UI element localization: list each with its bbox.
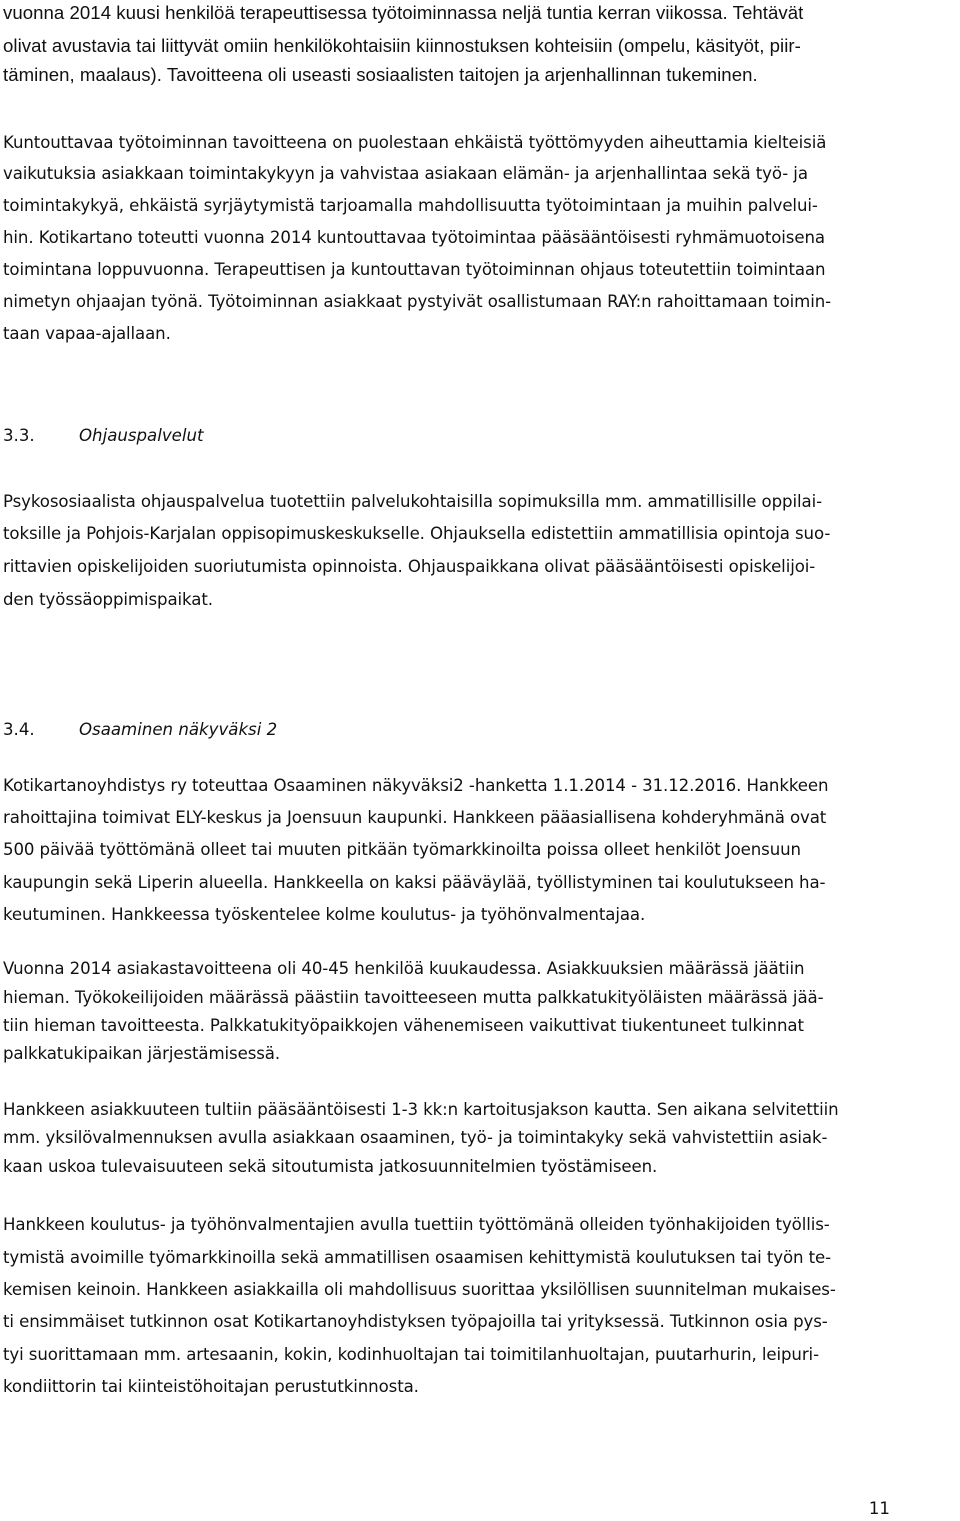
text-line: taan vapaa-ajallaan.	[3, 324, 171, 343]
text-line: Hankkeen koulutus- ja työhönvalmentajien avulla tuettiin työttömänä olleiden työnhakijoiden työllis-	[3, 1215, 830, 1234]
text-line: tiin hieman tavoitteesta. Palkkatukityöpaikkojen vähenemiseen vaikuttivat tiukentuneet tulkinnat	[3, 1016, 804, 1035]
section-heading-3-3	[3, 424, 204, 448]
text-line: den työssäoppimispaikat.	[3, 590, 213, 609]
section-number: 3.3.	[3, 426, 35, 445]
text-line: keutuminen. Hankkeessa työskentelee kolme koulutus- ja työhönvalmentajaa.	[3, 905, 646, 924]
page-number: 11	[868, 1499, 890, 1518]
text-line: nimetyn ohjaajan työnä. Työtoiminnan asiakkaat pystyivät osallistumaan RAY:n rahoittamaan toimin-	[3, 292, 832, 311]
text-line: Kuntouttavaa työtoiminnan tavoitteena on puolestaan ehkäistä työttömyyden aiheuttamia kielteisiä	[3, 133, 827, 152]
section-title: Osaaminen näkyväksi 2	[79, 720, 278, 739]
text-line: kaupungin sekä Liperin alueella. Hankkeella on kaksi pääväylää, työllistyminen tai koulutukseen ha-	[3, 873, 826, 892]
text-line: toksille ja Pohjois-Karjalan oppisopimuskeskukselle. Ohjauksella edistettiin ammatillisia opintoja suo-	[3, 524, 831, 543]
text-line: kaan uskoa tulevaisuuteen sekä sitoutumista jatkosuunnitelmien työstämiseen.	[3, 1157, 658, 1176]
section-number: 3.4.	[3, 720, 35, 739]
text-line: olivat avustavia tai liittyvät omiin henkilökohtaisiin kiinnostuksen kohteisiin (ompelu, käsityöt, piir-	[3, 35, 801, 56]
text-line: rittavien opiskelijoiden suoriutumista opinnoista. Ohjauspaikkana olivat pääsääntöisesti opiskelijoi-	[3, 557, 816, 576]
text-line: kemisen keinoin. Hankkeen asiakkailla oli mahdollisuus suorittaa yksilöllisen suunnitelman mukaises-	[3, 1280, 836, 1299]
text-line: toimintana loppuvuonna. Terapeuttisen ja kuntouttavan työtoiminnan ohjaus toteutettiin toimintaan	[3, 260, 826, 279]
text-line: tymistä avoimille työmarkkinoilla sekä ammatillisen osaamisen kehittymistä koulutuksen tai työn te-	[3, 1248, 832, 1267]
text-line: mm. yksilövalmennuksen avulla asiakkaan osaaminen, työ- ja toimintakyky sekä vahvistettiin asiak-	[3, 1128, 828, 1147]
text-line: vaikutuksia asiakkaan toimintakykyyn ja vahvistaa asiakaan elämän- ja arjenhallintaa sekä työ- ja	[3, 164, 808, 183]
text-line: täminen, maalaus). Tavoitteena oli useasti sosiaalisten taitojen ja arjenhallinnan tukeminen.	[3, 64, 758, 85]
text-line: hieman. Työkokeilijoiden määrässä päästiin tavoitteeseen mutta palkkatukityöläisten määrässä jää-	[3, 988, 824, 1007]
section-heading-3-4	[3, 718, 277, 742]
text-line: Vuonna 2014 asiakastavoitteena oli 40-45 henkilöä kuukaudessa. Asiakkuuksien määrässä jäätiin	[3, 959, 805, 978]
text-line: kondiittorin tai kiinteistöhoitajan perustutkinnosta.	[3, 1377, 419, 1396]
text-line: hin. Kotikartano toteutti vuonna 2014 kuntouttavaa työtoimintaa pääsääntöisesti ryhmämuotoisena	[3, 228, 825, 247]
text-line: ti ensimmäiset tutkinnon osat Kotikartanoyhdistyksen työpajoilla tai yrityksessä. Tutkinnon osia pys-	[3, 1312, 828, 1331]
text-line: vuonna 2014 kuusi henkilöä terapeuttisessa työtoiminnassa neljä tuntia kerran viikossa. Tehtävät	[3, 2, 804, 23]
text-line: 500 päivää työttömänä olleet tai muuten pitkään työmarkkinoilta poissa olleet henkilöt Joensuun	[3, 840, 801, 859]
text-line: tyi suorittamaan mm. artesaanin, kokin, kodinhuoltajan tai toimitilanhuoltajan, puutarhurin, leipuri-	[3, 1345, 819, 1364]
text-line: palkkatukipaikan järjestämisessä.	[3, 1044, 281, 1063]
section-title: Ohjauspalvelut	[79, 426, 204, 445]
text-line: Hankkeen asiakkuuteen tultiin pääsääntöisesti 1-3 kk:n kartoitusjakson kautta. Sen aikana selvitettiin	[3, 1100, 839, 1119]
text-line: Kotikartanoyhdistys ry toteuttaa Osaaminen näkyväksi2 -hanketta 1.1.2014 - 31.12.2016. Hankkeen	[3, 776, 829, 795]
text-line: rahoittajina toimivat ELY-keskus ja Joensuun kaupunki. Hankkeen pääasiallisena kohderyhmänä ovat	[3, 808, 827, 827]
text-line: toimintakykyä, ehkäistä syrjäytymistä tarjoamalla mahdollisuutta työtoimintaan ja muihin palvelui-	[3, 196, 818, 215]
text-line: Psykososiaalista ohjauspalvelua tuotettiin palvelukohtaisilla sopimuksilla mm. ammatillisille oppilai-	[3, 492, 822, 511]
